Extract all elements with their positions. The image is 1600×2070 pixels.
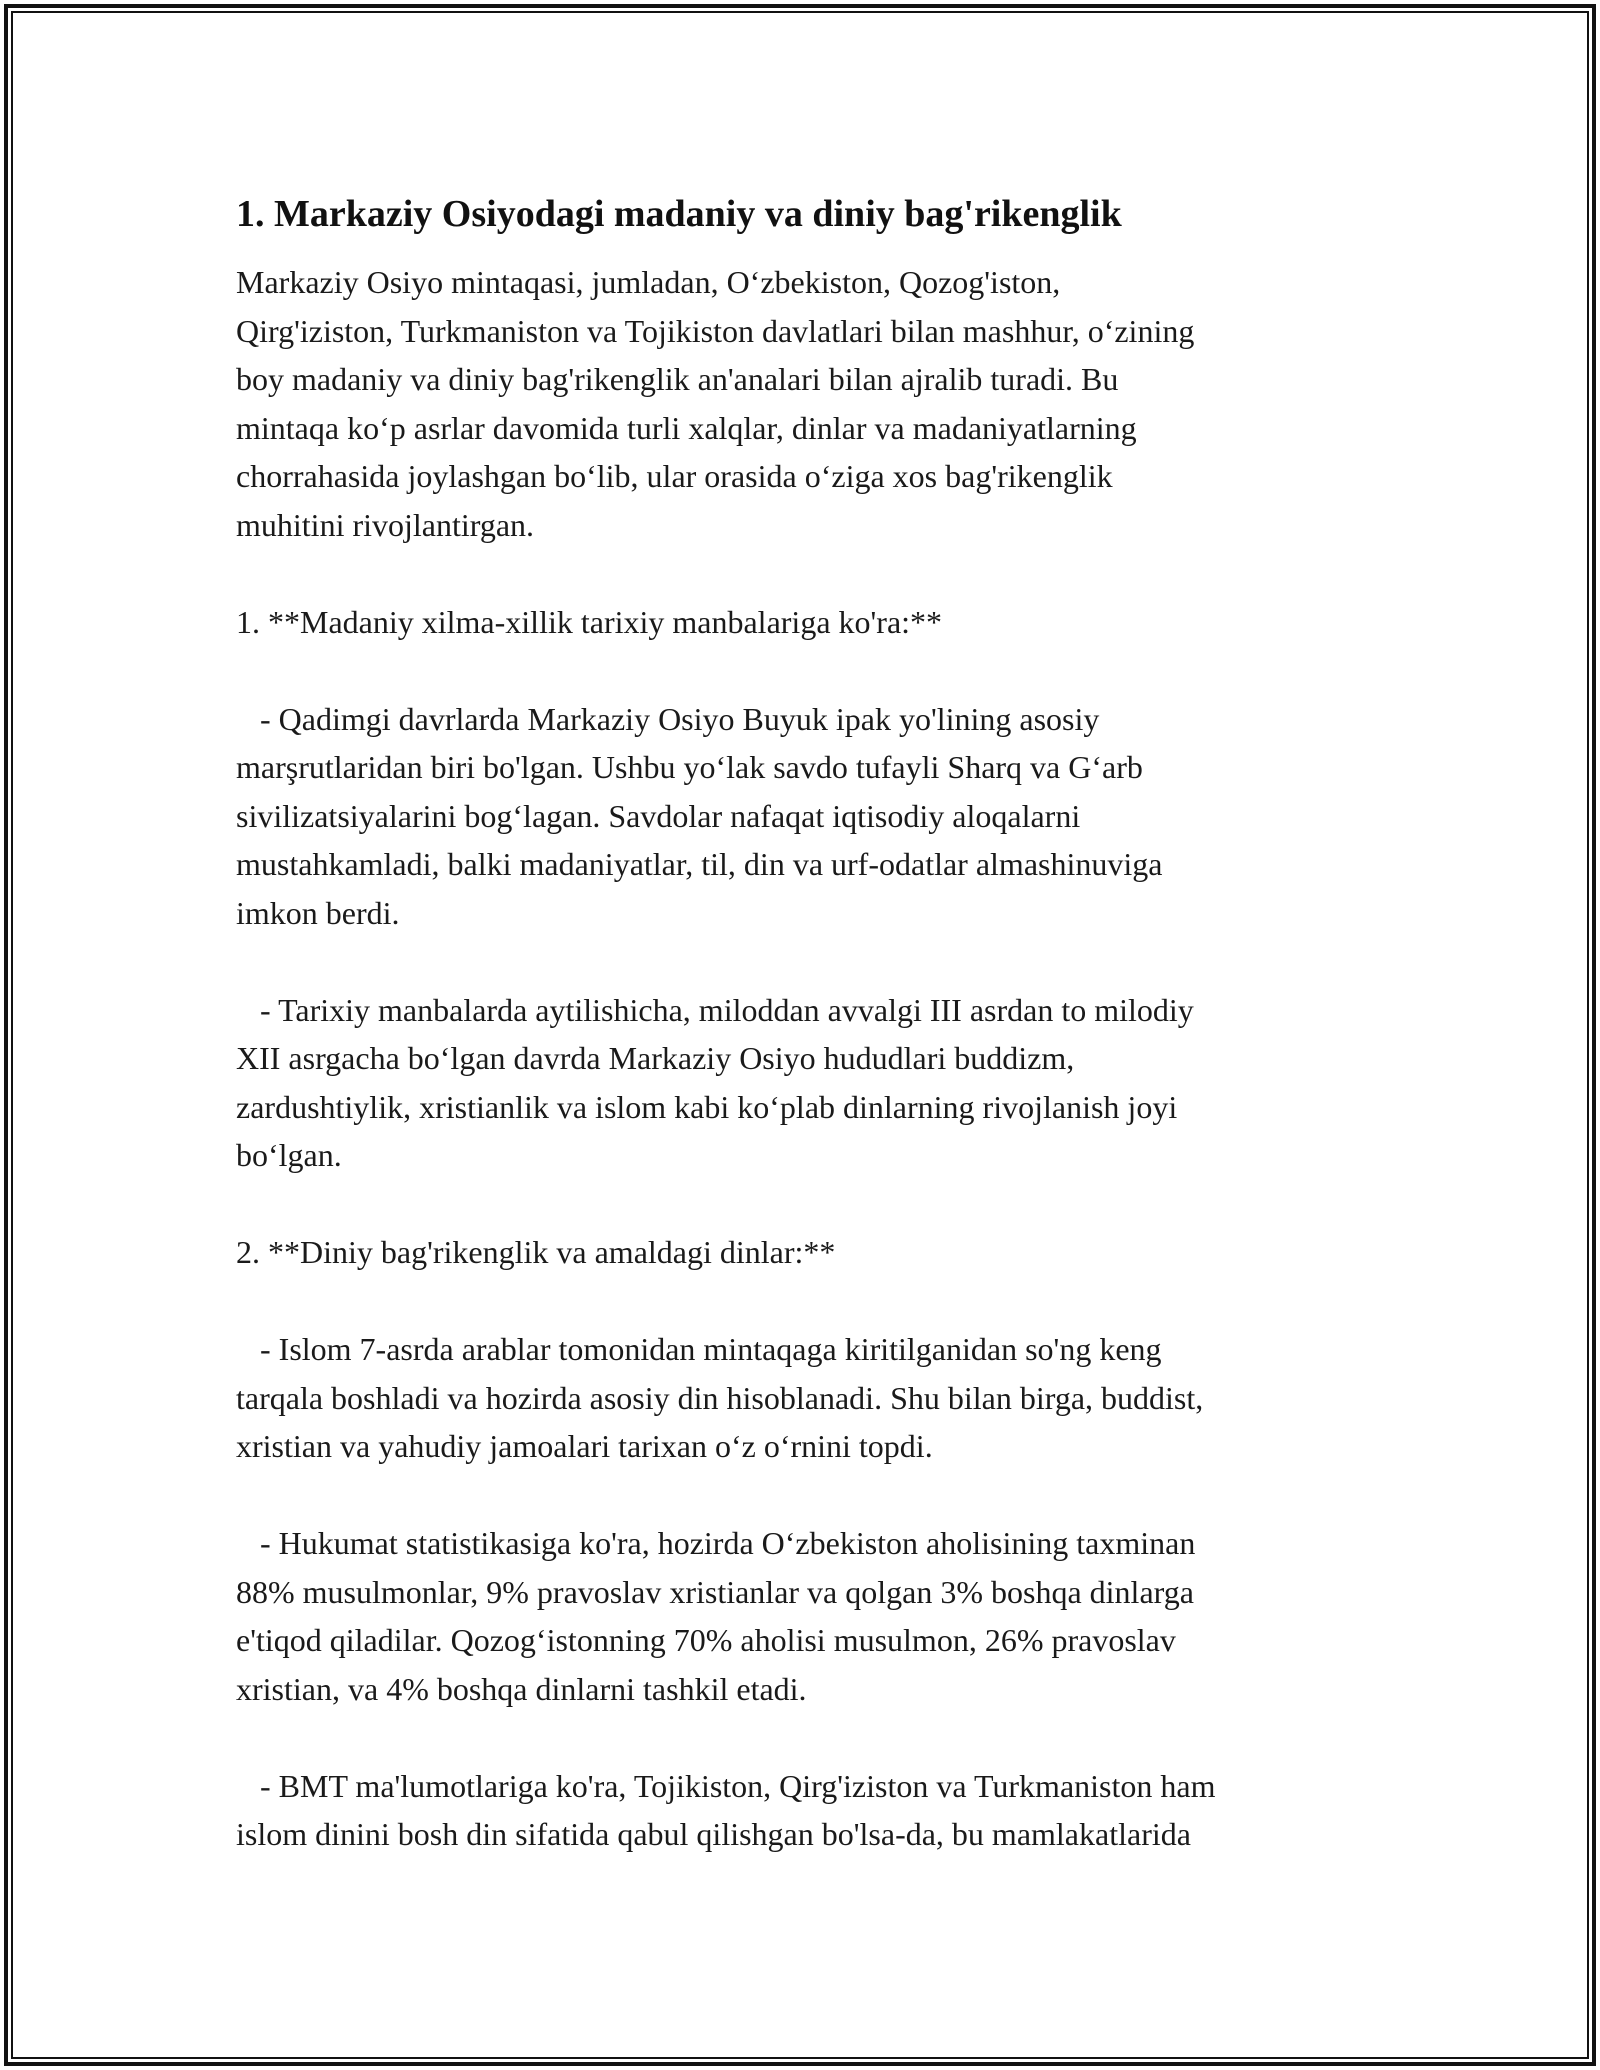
intro-paragraph: Markaziy Osiyo mintaqasi, jumladan, O‘zbekiston, Qozog'iston, Qirg'iziston, Turkmaniston va Tojikiston davlatlari bilan mashhur, o‘zining boy madaniy va diniy bag'rikenglik an'analari bilan ajralib turadi. Bu mintaqa ko‘p asrlar davomida turli xalqlar, dinlar va madaniyatlarning chorrahasida joylashgan bo‘lib, ular orasida o‘ziga xos bag'rikenglik muhitini rivojlantirgan. bbox=[236, 264, 1195, 543]
paragraph-gap bbox=[236, 1713, 1386, 1762]
paragraph-gap bbox=[236, 549, 1386, 598]
section-heading: 1. Markaziy Osiyodagi madaniy va diniy bag'rikenglik bbox=[236, 193, 1122, 235]
paragraph-gap bbox=[236, 1277, 1386, 1326]
sub-item-silk-road: - Qadimgi davrlarda Markaziy Osiyo Buyuk ipak yo'lining asosiy marşrutlaridan biri bo'lgan. Ushbu yo‘lak savdo tufayli Sharq va G‘arb sivilizatsiyalarini bog‘lagan. Savdolar nafaqat iqtisodiy aloqalarni mustahkamladi, balki madaniyatlar, til, din va urf-odatlar almashinuviga imkon berdi. bbox=[236, 700, 1163, 931]
paragraph-gap bbox=[236, 937, 1386, 986]
sub-item-islam: - Islom 7-asrda arablar tomonidan mintaqaga kiritilganidan so'ng keng tarqala boshladi va hozirda asosiy din hisoblanadi. Shu bilan birga, buddist, xristian va yahudiy jamoalari tarixan o‘z o‘rnini topdi. bbox=[236, 1331, 1204, 1464]
sub-item-un-data: - BMT ma'lumotlariga ko'ra, Tojikiston, Qirg'iziston va Turkmaniston ham islom dinini bosh din sifatida qabul qilishgan bo'lsa-da, bu mamlakatlarida bbox=[236, 1767, 1216, 1852]
sub-item-historical-sources: - Tarixiy manbalarda aytilishicha, miloddan avvalgi III asrdan to milodiy XII asrgacha bo‘lgan davrda Markaziy Osiyo hududlari buddizm, zardushtiylik, xristianlik va islom kabi ko‘plab dinlarning rivojlanish joyi bo‘lgan. bbox=[236, 991, 1194, 1173]
document-page bbox=[236, 184, 1386, 1859]
paragraph-gap bbox=[236, 1471, 1386, 1520]
paragraph-gap bbox=[236, 1180, 1386, 1229]
sub-item-statistics: - Hukumat statistikasiga ko'ra, hozirda O‘zbekiston aholisining taxminan 88% musulmonlar, 9% pravoslav xristianlar va qolgan 3% boshqa dinlarga e'tiqod qiladilar. Qozog‘istonning 70% aholisi musulmon, 26% pravoslav xristian, va 4% boshqa dinlarni tashkil etadi. bbox=[236, 1525, 1196, 1707]
list-item-cultural-diversity: 1. **Madaniy xilma-xillik tarixiy manbalariga ko'ra:** bbox=[236, 603, 943, 640]
paragraph-gap bbox=[236, 646, 1386, 695]
list-item-religious-tolerance: 2. **Diniy bag'rikenglik va amaldagi dinlar:** bbox=[236, 1234, 836, 1270]
